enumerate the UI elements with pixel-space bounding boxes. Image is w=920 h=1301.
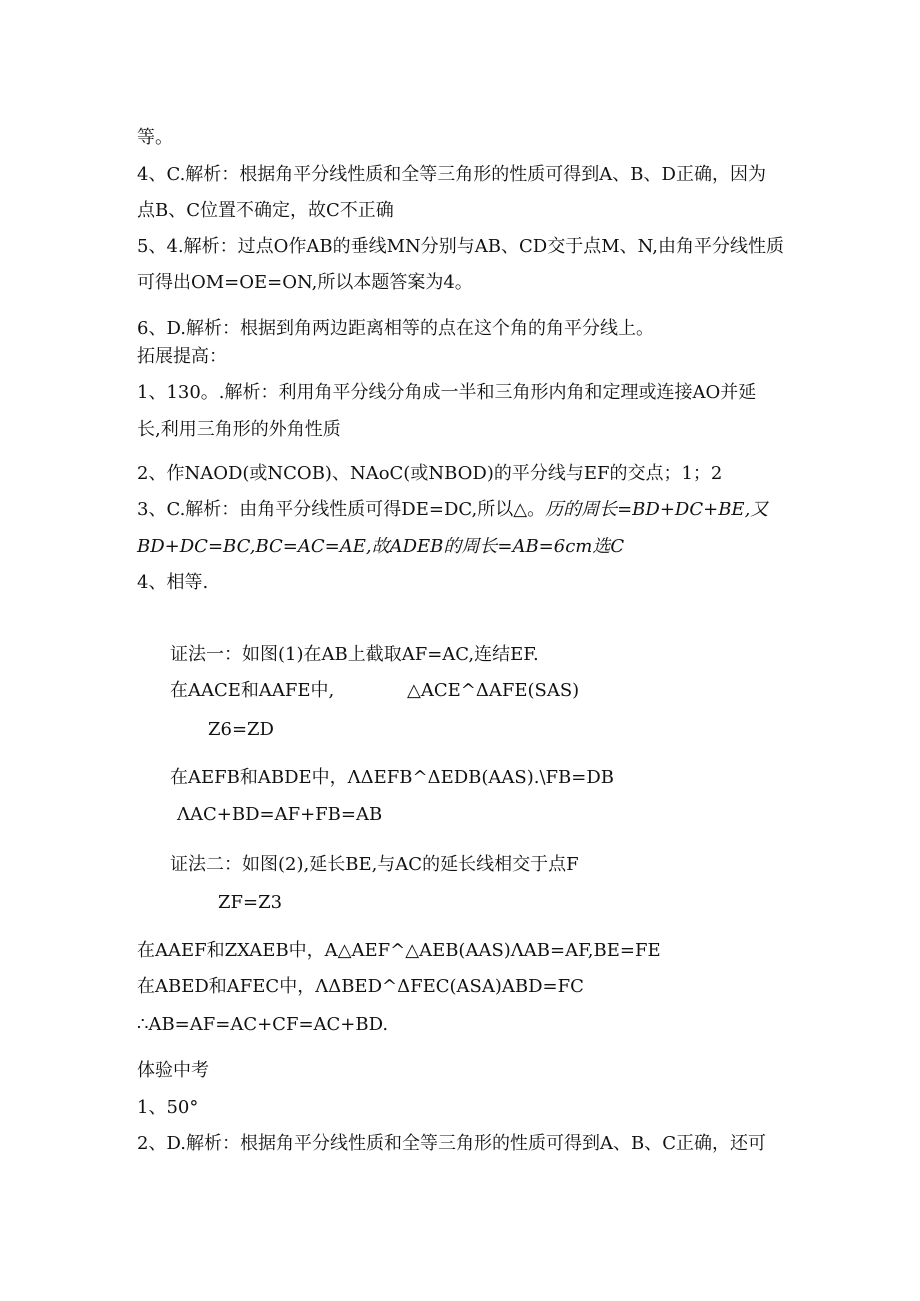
text-segment: 3、C.解析：由角平分线性质可得DE=DC,所以△。 xyxy=(137,499,546,520)
proof-line: 证法一：如图(1)在AB上截取AF=AC,连结EF. xyxy=(170,644,539,665)
text-line: 2、作NAOD(或NCOB)、NAoC(或NBOD)的平分线与EF的交点；1；2 xyxy=(137,463,723,484)
text-line: 6、D.解析：根据到角两边距离相等的点在这个角的角平分线上。 xyxy=(137,318,654,339)
proof-line: 证法二：如图(2),延长BE,与AC的延长线相交于点F xyxy=(170,854,579,875)
text-line: 等。 xyxy=(137,127,173,148)
text-line: 在ABED和AFEC中，ΛΔBED^ΔFEC(ASA)ABD=FC xyxy=(137,976,584,997)
text-line: 5、4.解析：过点O作AB的垂线MN分别与AB、CD交于点M、N,由角平分线性质 xyxy=(137,236,784,257)
section-heading: 体验中考 xyxy=(137,1060,209,1081)
text-line xyxy=(137,498,768,522)
text-line: 可得出OM=OE=ON,所以本题答案为4。 xyxy=(137,272,473,293)
italic-text-line: BD+DC=BC,BC=AC=AE,故ADEB的周长=AB=6cm选C xyxy=(137,536,625,557)
text-line: 点B、C位置不确定，故C不正确 xyxy=(137,200,394,221)
text-line: 4、C.解析：根据角平分线性质和全等三角形的性质可得到A、B、D正确，因为 xyxy=(137,164,766,185)
text-line: ∴AB=AF=AC+CF=AC+BD. xyxy=(137,1014,389,1035)
italic-text-segment: 历的周长=BD+DC+BE,又 xyxy=(545,499,769,520)
text-line: 在AAEF和ZXAEB中，A△AEF^△AEB(AAS)ΛAB=AF,BE=FE xyxy=(137,940,661,961)
proof-line: △ACE^ΔAFE(SAS) xyxy=(407,680,580,701)
proof-line: 在AEFB和ABDE中，ΛΔEFB^ΔEDB(AAS).\FB=DB xyxy=(170,767,615,788)
proof-line: ΛAC+BD=AF+FB=AB xyxy=(177,804,383,825)
text-line: 4、相等. xyxy=(137,572,209,593)
text-line: 长,利用三角形的外角性质 xyxy=(137,419,341,440)
text-line: 1、130。.解析：利用角平分线分角成一半和三角形内角和定理或连接AO并延 xyxy=(137,382,757,403)
proof-line: Z6=ZD xyxy=(208,719,274,740)
section-heading: 拓展提高： xyxy=(137,346,227,367)
proof-line: 在AACE和AAFE中, xyxy=(170,680,335,701)
text-line: 1、50° xyxy=(137,1097,199,1118)
proof-line: ZF=Z3 xyxy=(218,892,283,913)
text-line: 2、D.解析：根据角平分线性质和全等三角形的性质可得到A、B、C正确，还可 xyxy=(137,1133,766,1154)
